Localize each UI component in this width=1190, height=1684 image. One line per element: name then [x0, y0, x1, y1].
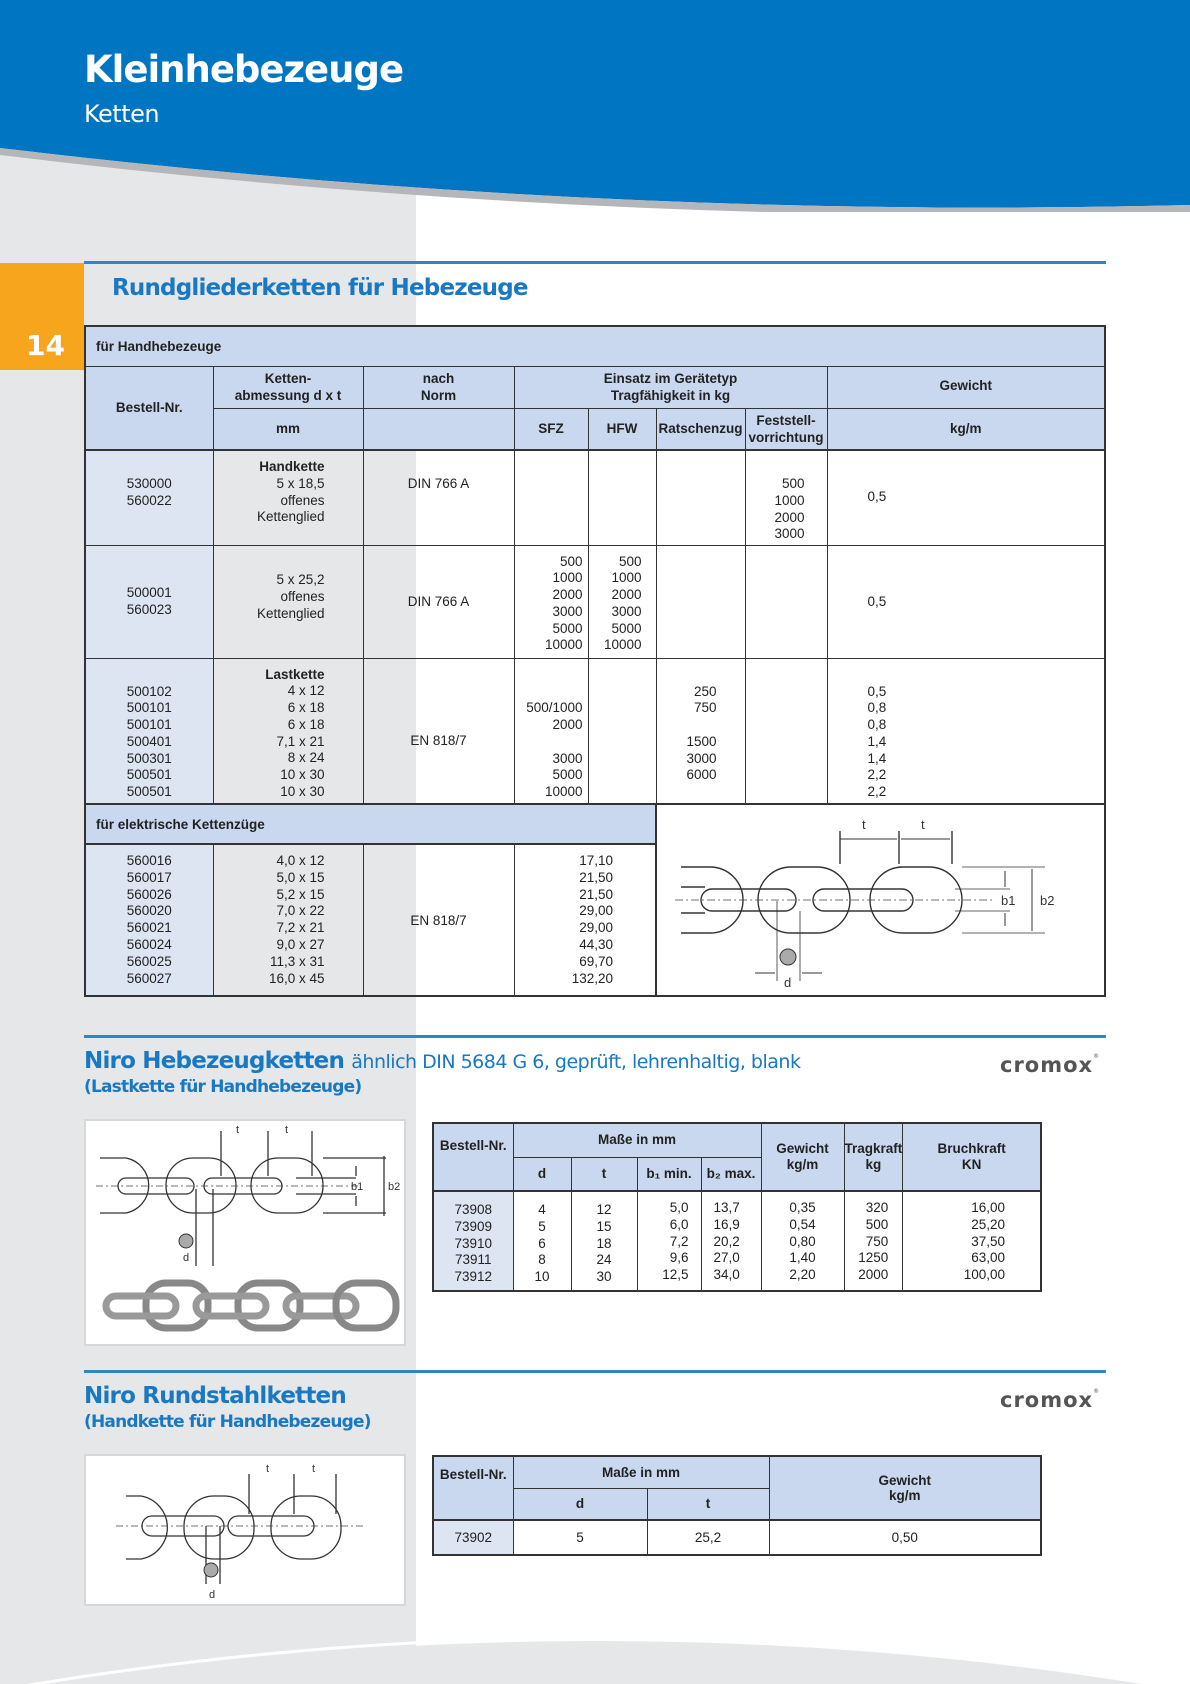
svg-text:t: t — [285, 1124, 289, 1136]
tragkraft-values: 320 500 750 1250 2000 — [844, 1191, 903, 1291]
svg-text:d: d — [183, 1252, 190, 1264]
col-d: d — [513, 1488, 647, 1520]
gewicht-values: 0,35 0,54 0,80 1,40 2,20 — [761, 1191, 844, 1291]
niro-rundstahl-table — [432, 1455, 1042, 1556]
d-values: 4 5 6 8 10 — [513, 1191, 571, 1291]
dimension: 5 x 25,2 offenes Kettenglied — [213, 545, 363, 658]
gewicht: 0,50 — [769, 1520, 1041, 1555]
niro-hebezeug-table — [432, 1122, 1042, 1292]
col-bruchkraft: Bruchkraft KN — [903, 1123, 1041, 1191]
d: 5 — [513, 1520, 647, 1555]
svg-text:b2: b2 — [388, 1181, 401, 1193]
gewicht: 0,5 — [827, 545, 1105, 658]
dimension: Handkette 5 x 18,5 offenes Kettenglied — [213, 450, 363, 545]
table-row — [85, 545, 1105, 658]
bestell-nrs: 500001 560023 — [85, 545, 213, 658]
bruchkraft-values: 16,00 25,20 37,50 63,00 100,00 — [903, 1191, 1041, 1291]
col-bestell: Bestell-Nr. — [433, 1456, 513, 1520]
svg-text:t: t — [236, 1124, 240, 1136]
section-subtitle: (Handkette für Handhebezeuge) — [84, 1412, 371, 1432]
rundglieder-table — [84, 325, 1106, 997]
norm: DIN 766 A — [363, 450, 514, 545]
bestell-nrs: 530000 560022 — [85, 450, 213, 545]
label-b1: b1 — [1001, 893, 1016, 908]
section-divider — [84, 261, 1106, 264]
chain-diagram — [665, 811, 1075, 991]
rundstahl-chain-diagram — [84, 1454, 406, 1606]
b2-values: 13,7 16,9 20,2 27,0 34,0 — [701, 1191, 761, 1291]
col-gewicht: Gewicht kg/m — [761, 1123, 844, 1191]
gewicht: 0,5 — [827, 450, 1105, 545]
dimension-values: 4,0 x 12 5,0 x 15 5,2 x 15 7,0 x 22 7,2 x 21 9,0 x 27 11,3 x 31 16,0 x 45 — [213, 844, 363, 996]
norm: EN 818/7 — [363, 844, 514, 996]
unit-norm-empty — [363, 408, 514, 450]
col-sfz: SFZ — [514, 408, 588, 450]
dimension: Lastkette 4 x 12 6 x 18 6 x 18 7,1 x 21 8 x 24 10 x 30 10 x 30 — [213, 658, 363, 804]
norm: EN 818/7 — [363, 658, 514, 804]
label-b2: b2 — [1040, 893, 1055, 908]
section-subtitle: (Lastkette für Handhebezeuge) — [84, 1077, 362, 1097]
page-number: 14 — [26, 329, 65, 362]
page-number-tab — [0, 263, 84, 370]
chain-diagram-cell — [656, 804, 1105, 996]
col-b1: b₁ min. — [637, 1157, 701, 1191]
bestell-nrs: 560016 560017 560026 560020 560021 560024 560025 560027 — [85, 844, 213, 996]
svg-text:t: t — [312, 1463, 316, 1475]
b1-values: 5,0 6,0 7,2 9,6 12,5 — [637, 1191, 701, 1291]
col-gewicht: Gewicht — [827, 366, 1105, 408]
section-title-niro-hebezeug: Niro Hebezeugketten ähnlich DIN 5684 G 6, geprüft, lehrenhaltig, blank — [84, 1048, 801, 1074]
label-d: d — [784, 975, 792, 990]
col-bestell: Bestell-Nr. — [433, 1123, 513, 1191]
col-masse: Maße in mm — [513, 1456, 769, 1488]
col-feststell: Feststell- vorrichtung — [745, 408, 827, 450]
unit-mm: mm — [213, 408, 363, 450]
col-hfw: HFW — [588, 408, 656, 450]
col-d: d — [513, 1157, 571, 1191]
col-norm: nach Norm — [363, 366, 514, 408]
table-row — [433, 1520, 1041, 1555]
table-row — [85, 450, 1105, 545]
t: 25,2 — [647, 1520, 769, 1555]
svg-text:b1: b1 — [351, 1181, 364, 1193]
page-title: Kleinhebezeuge — [84, 48, 404, 91]
table-row — [85, 658, 1105, 804]
feststell-values: 500 1000 2000 3000 — [745, 450, 827, 545]
svg-text:t: t — [266, 1463, 270, 1475]
chain-drawing — [86, 1456, 404, 1604]
unit-kgm: kg/m — [827, 408, 1105, 450]
hfw-values: 500 1000 2000 3000 5000 10000 — [588, 545, 656, 658]
niro-chain-diagram — [84, 1119, 406, 1346]
cromox-logo: cromox® — [1000, 1053, 1101, 1077]
col-kettenabmessung: Ketten- abmessung d x t — [213, 366, 363, 408]
chain-photo — [106, 1283, 396, 1328]
section-divider — [84, 1035, 1106, 1038]
gewicht-values: 0,5 0,8 0,8 1,4 1,4 2,2 2,2 — [827, 658, 1105, 804]
band-handhebezeuge: für Handhebezeuge — [85, 326, 1105, 366]
section-title-niro-rundstahl: Niro Rundstahlketten — [84, 1383, 346, 1409]
col-b2: b₂ max. — [701, 1157, 761, 1191]
band-elektrische-kettenzuege: für elektrische Kettenzüge — [85, 804, 656, 844]
col-einsatz: Einsatz im Gerätetyp Tragfähigkeit in kg — [514, 366, 827, 408]
t-values: 12 15 18 24 30 — [571, 1191, 637, 1291]
gewicht-values: 17,10 21,50 21,50 29,00 29,00 44,30 69,70 132,20 — [514, 844, 656, 996]
nr: 73902 — [433, 1520, 513, 1555]
col-tragkraft: Tragkraft kg — [844, 1123, 903, 1191]
footer-wave — [0, 1600, 1190, 1684]
col-t: t — [571, 1157, 637, 1191]
col-masse: Maße in mm — [513, 1123, 761, 1157]
table-row — [433, 1191, 1041, 1291]
ratschenzug-values: 250 750 1500 3000 6000 — [656, 658, 745, 804]
norm: DIN 766 A — [363, 545, 514, 658]
col-gewicht: Gewicht kg/m — [769, 1456, 1041, 1520]
page-subtitle: Ketten — [84, 100, 160, 128]
sfz-values: 500/1000 2000 3000 5000 10000 — [514, 658, 588, 804]
bestell-nrs: 500102 500101 500101 500401 500301 500501 500501 — [85, 658, 213, 804]
chain-drawing — [86, 1121, 404, 1344]
label-t2: t — [921, 817, 925, 832]
cromox-logo: cromox® — [1000, 1388, 1101, 1412]
section-divider — [84, 1370, 1106, 1373]
col-bestell: Bestell-Nr. — [85, 366, 213, 450]
header-banner — [0, 0, 1190, 220]
label-t1: t — [862, 817, 866, 832]
col-ratschenzug: Ratschenzug — [656, 408, 745, 450]
sfz-values: 500 1000 2000 3000 5000 10000 — [514, 545, 588, 658]
section-title-rundglieder: Rundgliederketten für Hebezeuge — [112, 275, 528, 301]
svg-text:d: d — [209, 1589, 216, 1601]
col-t: t — [647, 1488, 769, 1520]
nr-values: 73908 73909 73910 73911 73912 — [433, 1191, 513, 1291]
